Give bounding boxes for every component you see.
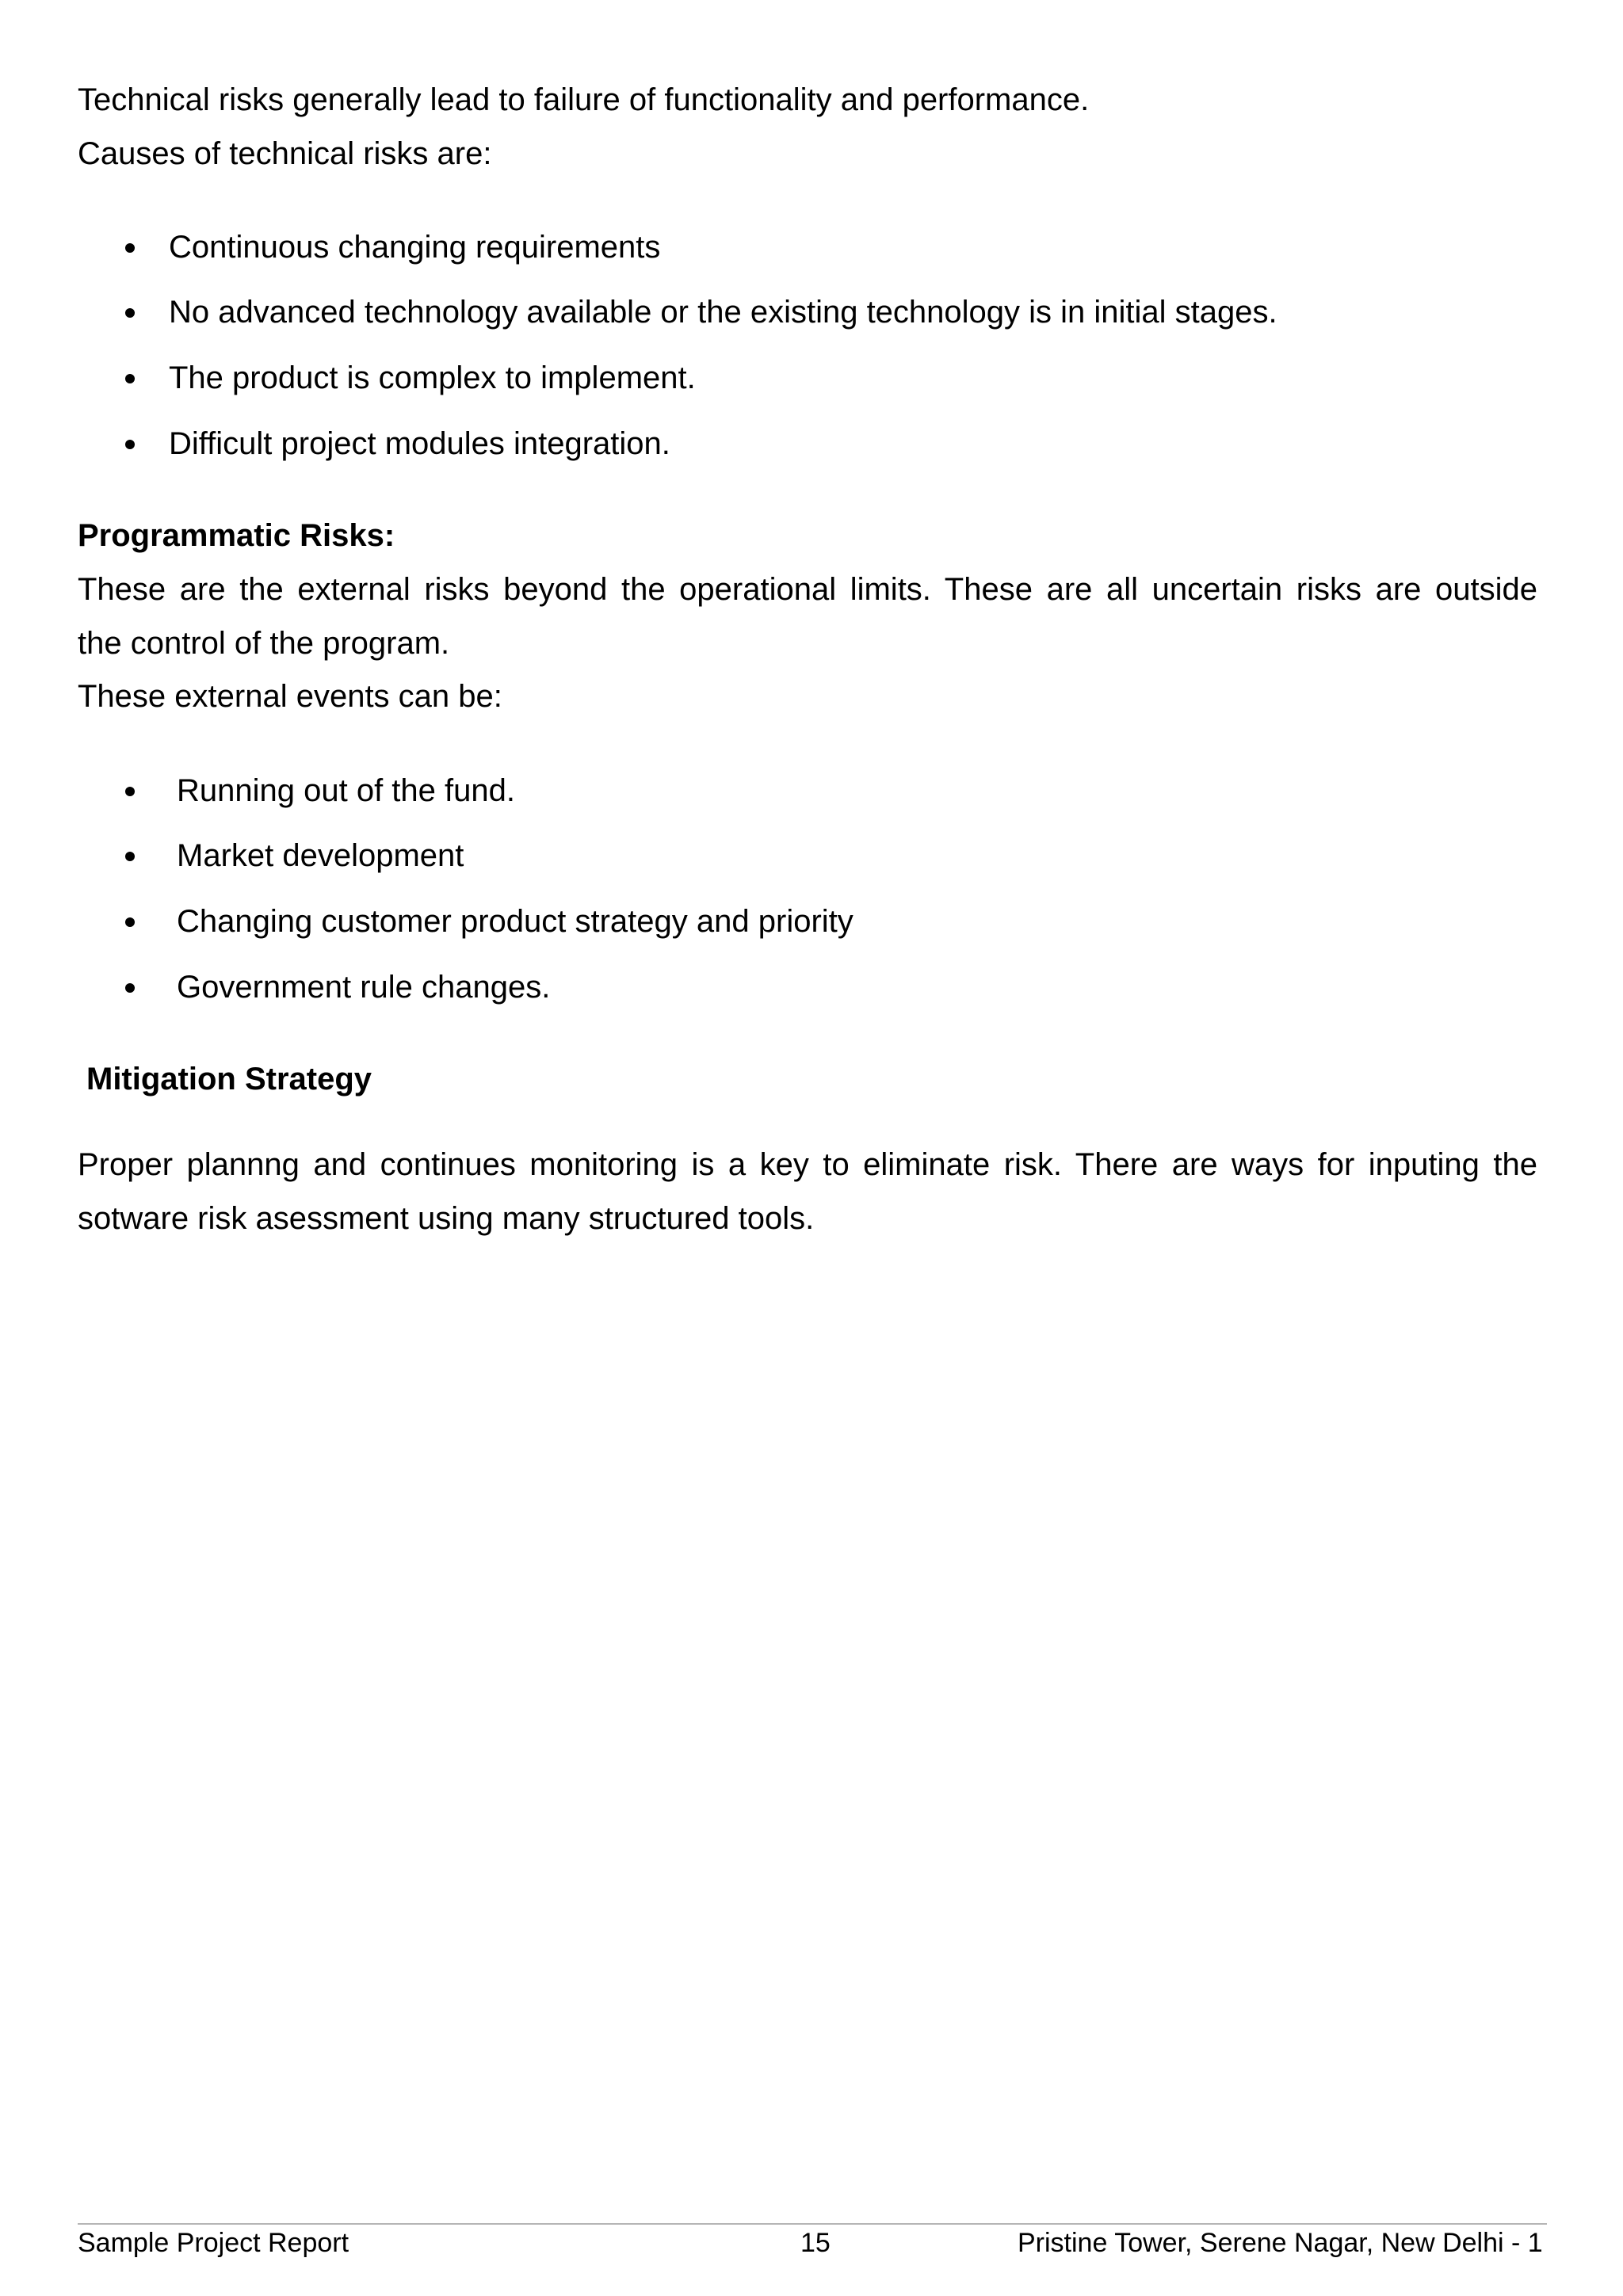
bullet-icon — [125, 308, 135, 318]
footer-address: Pristine Tower, Serene Nagar, New Delhi - 1 — [1018, 2228, 1543, 2258]
footer-divider — [78, 2223, 1547, 2225]
programmatic-paragraph-line-1: These are the external risks beyond the operational limits. These are all uncertain risks are outside — [78, 572, 1537, 607]
bullet-icon — [125, 374, 135, 383]
intro-line-1: Technical risks generally lead to failure of functionality and performance. — [78, 82, 1090, 117]
footer-page-number: 15 — [800, 2228, 831, 2258]
external-events-intro: These external events can be: — [78, 679, 502, 714]
list-item-text: Difficult project modules integration. — [169, 426, 670, 461]
mitigation-paragraph-line-1: Proper plannng and continues monitoring is a key to eliminate risk. There are ways for inputing the — [78, 1147, 1537, 1182]
mitigation-paragraph-line-2: sotware risk asessment using many structured tools. — [78, 1201, 815, 1236]
bullet-icon — [125, 787, 135, 796]
bullet-icon — [125, 917, 135, 927]
programmatic-paragraph-line-2: the control of the program. — [78, 626, 450, 661]
list-item-text: Changing customer product strategy and priority — [177, 904, 854, 939]
bullet-icon — [125, 852, 135, 861]
list-item-text: No advanced technology available or the existing technology is in initial stages. — [169, 295, 1277, 330]
programmatic-risks-heading: Programmatic Risks: — [78, 518, 395, 553]
list-item-text: Government rule changes. — [177, 970, 551, 1005]
list-item-text: Continuous changing requirements — [169, 230, 661, 265]
intro-line-2: Causes of technical risks are: — [78, 136, 492, 171]
bullet-icon — [125, 243, 135, 253]
list-item-text: Market development — [177, 838, 464, 873]
bullet-icon — [125, 440, 135, 449]
footer-report-title: Sample Project Report — [78, 2228, 349, 2258]
mitigation-strategy-heading: Mitigation Strategy — [86, 1062, 372, 1097]
list-item-text: The product is complex to implement. — [169, 360, 696, 395]
list-item-text: Running out of the fund. — [177, 773, 515, 808]
bullet-icon — [125, 983, 135, 993]
